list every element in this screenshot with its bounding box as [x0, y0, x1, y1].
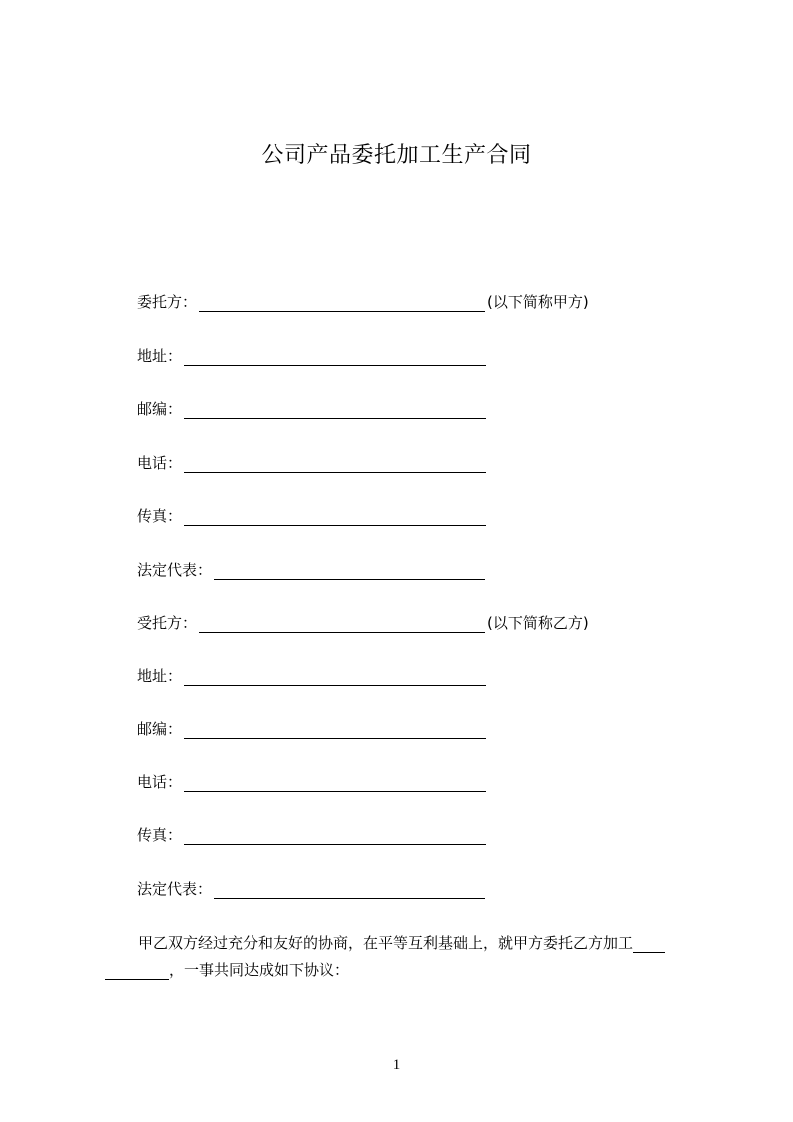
party-b-agent-field [137, 613, 589, 633]
preamble-line-1-text: 甲乙双方经过充分和友好的协商，在平等互利基础上，就甲方委托乙方加工 [138, 934, 634, 952]
party-a-principal-label: 委托方： [137, 293, 198, 311]
preamble-line-1 [138, 933, 665, 953]
party-b-postcode-blank[interactable] [184, 722, 486, 739]
party-b-legal-rep-field [137, 879, 485, 899]
preamble-product-blank-start[interactable] [633, 936, 665, 953]
party-a-principal-blank[interactable] [199, 295, 485, 312]
party-b-address-label: 地址： [137, 667, 183, 685]
party-b-address-blank[interactable] [184, 669, 486, 686]
party-a-phone-label: 电话： [137, 454, 183, 472]
party-a-phone-field [137, 453, 486, 473]
party-a-fax-field [137, 506, 486, 526]
party-a-postcode-field [137, 399, 486, 419]
document-title: 公司产品委托加工生产合同 [261, 143, 532, 168]
party-a-legal-rep-field [137, 560, 485, 580]
party-b-agent-blank[interactable] [199, 616, 485, 633]
party-b-postcode-field [137, 719, 486, 739]
party-a-principal-field [137, 292, 589, 312]
party-a-postcode-blank[interactable] [184, 402, 486, 419]
party-a-legal-rep-blank[interactable] [214, 563, 485, 580]
party-a-address-field [137, 346, 486, 366]
preamble-line-2 [105, 960, 349, 980]
page-number: 1 [392, 1057, 401, 1073]
party-b-phone-field [137, 772, 486, 792]
party-b-fax-field [137, 825, 486, 845]
party-a-postcode-label: 邮编： [137, 400, 183, 418]
party-b-legal-rep-label: 法定代表： [137, 880, 213, 898]
party-b-agent-label: 受托方： [137, 614, 198, 632]
party-a-principal-suffix: (以下简称甲方) [487, 293, 589, 311]
party-b-agent-suffix: (以下简称乙方) [487, 614, 589, 632]
preamble-product-blank-end[interactable] [105, 963, 169, 980]
party-a-legal-rep-label: 法定代表： [137, 561, 213, 579]
party-a-phone-blank[interactable] [184, 456, 486, 473]
party-a-fax-label: 传真： [137, 507, 183, 525]
party-b-fax-label: 传真： [137, 826, 183, 844]
party-b-fax-blank[interactable] [184, 828, 486, 845]
party-a-address-label: 地址： [137, 347, 183, 365]
preamble-line-2-text: ，一事共同达成如下协议： [169, 961, 350, 979]
party-b-phone-blank[interactable] [184, 775, 486, 792]
party-b-address-field [137, 666, 486, 686]
party-a-fax-blank[interactable] [184, 509, 486, 526]
party-b-postcode-label: 邮编： [137, 720, 183, 738]
party-b-legal-rep-blank[interactable] [214, 882, 485, 899]
party-b-phone-label: 电话： [137, 773, 183, 791]
party-a-address-blank[interactable] [184, 349, 486, 366]
